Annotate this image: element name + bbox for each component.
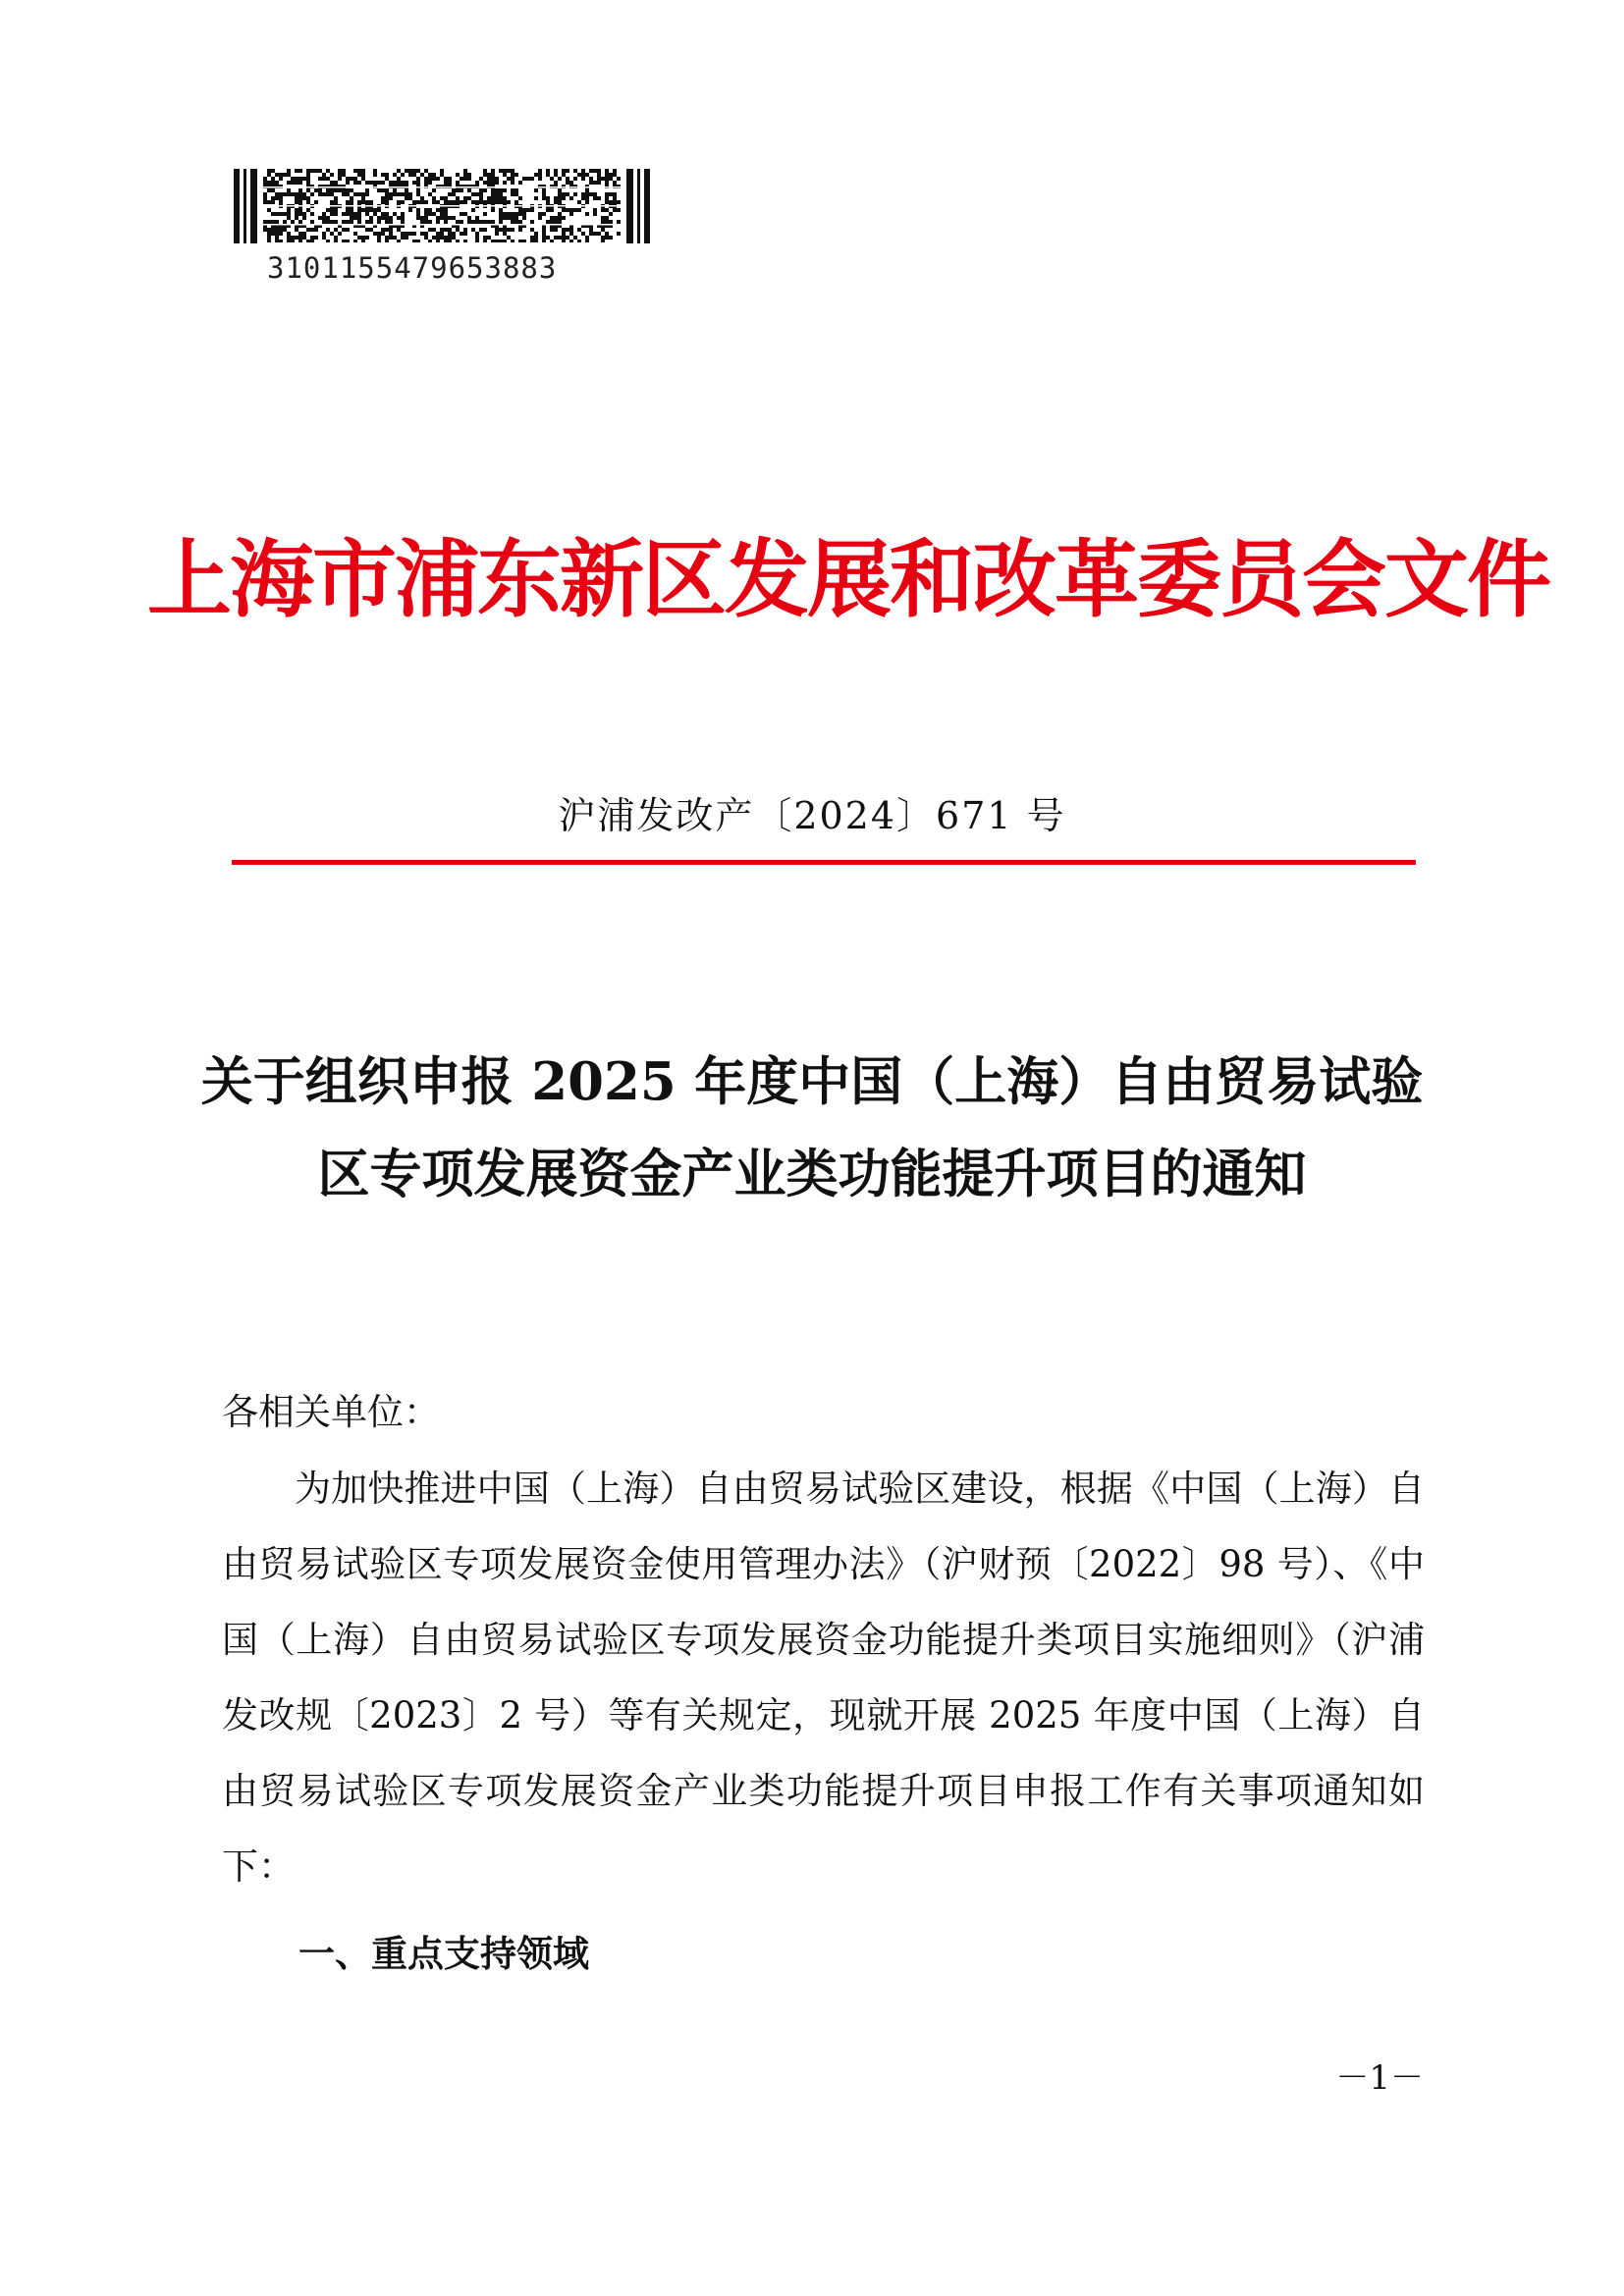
barcode <box>234 169 650 243</box>
issuer-header: 上海市浦东新区发展和改革委员会文件 <box>147 530 1549 629</box>
document-number: 沪浦发改产〔2024〕671 号 <box>558 794 1066 837</box>
body-paragraph: 为加快推进中国（上海）自由贸易试验区建设，根据《中国（上海）自由贸易试验区专项发展资金使用管理办法》（沪财预〔2022〕98 号）、《中国（上海）自由贸易试验区专项发展资金功能提升类项目实施细则》（沪浦发改规〔2023〕2 号）等有关规定，现就开展 2025 年度中国（上海）自由贸易试验区专项发展资金产业类功能提升项目申报工作有关事项通知如下： <box>222 1468 1425 1888</box>
section-heading: 一、重点支持领域 <box>298 1933 589 1975</box>
barcode-number: 3101155479653883 <box>267 251 558 285</box>
salutation: 各相关单位： <box>222 1391 440 1433</box>
document-title: 关于组织申报 2025 年度中国（上海）自由贸易试验区专项发展资金产业类功能提升项目的通知 <box>200 1051 1424 1204</box>
page-number: －1－ <box>1335 2058 1424 2098</box>
barcode-graphic <box>234 169 650 243</box>
red-rule <box>232 860 1416 865</box>
